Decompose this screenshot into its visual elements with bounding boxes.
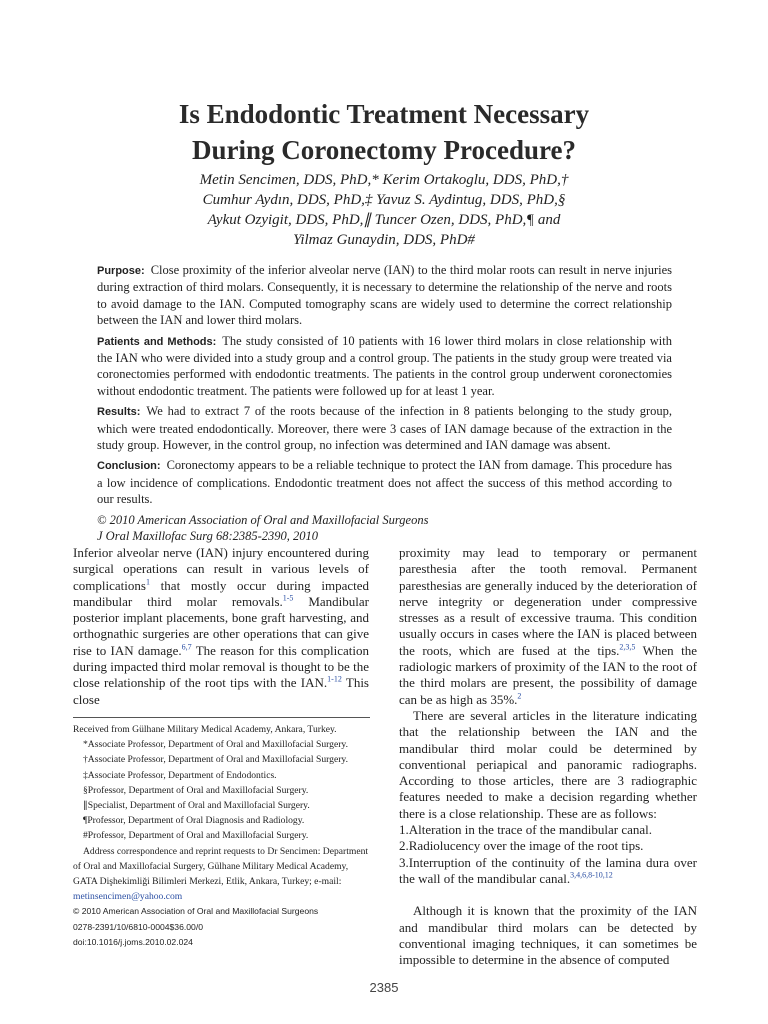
- body-paragraph: [399, 545, 697, 708]
- title-line-1: Is Endodontic Treatment Necessary: [178, 99, 590, 129]
- footnote: ∥Specialist, Department of Oral and Maxillofacial Surgery.: [83, 800, 310, 812]
- abstract: [97, 262, 672, 544]
- body-text: This close: [73, 675, 369, 707]
- body-column-right: [399, 545, 697, 968]
- conclusion-label: Conclusion:: [97, 460, 161, 473]
- footnotes: [73, 722, 370, 950]
- footnote: †Associate Professor, Department of Oral and Maxillofacial Surgery.: [83, 754, 348, 766]
- reference-link[interactable]: 2: [517, 691, 522, 701]
- journal-citation: J Oral Maxillofac Surg 68:2385-2390, 2010: [97, 528, 319, 543]
- title-line-2: During Coronectomy Procedure?: [192, 135, 576, 165]
- footnote-divider: [73, 717, 370, 718]
- abstract-conclusion: [97, 457, 672, 507]
- purpose-label: Purpose:: [97, 265, 145, 277]
- conclusion-text: Coronectomy appears to be a reliable technique to protect the IAN from damage. This procedure has a low incidence of complications. Endodontic treatment does not affect the success of this method according to our results.: [97, 458, 672, 507]
- footnote: §Professor, Department of Oral and Maxillofacial Surgery.: [83, 784, 309, 796]
- abstract-results: [97, 403, 672, 453]
- article-title: [60, 96, 708, 168]
- author-line: Metin Sencimen, DDS, PhD,* Kerim Ortakoglu, DDS, PhD,†: [199, 172, 569, 188]
- reference-link[interactable]: 2,3,5: [619, 642, 636, 652]
- body-column-left: [73, 545, 369, 708]
- body-paragraph: There are several articles in the literature indicating that the relationship between the IAN and the mandibular third molar could be determined by conventional periapical and panoramic radiographs. According to those articles, there are 3 radiographic features needed to make a decision regarding whether there is a close relationship. These are as follows:: [399, 707, 697, 821]
- footnote-issn: 0278-2391/10/6810-0004$36.00/0: [73, 921, 203, 932]
- body-paragraph: Although it is known that the proximity of the IAN and mandibular third molars can be detected by conventional imaging techniques, it can sometimes be impossible to determine in the absence of computed: [399, 903, 697, 968]
- paragraph-gap: [399, 887, 697, 903]
- body-text: proximity may lead to temporary or permanent paresthesia after the tooth removal. Permanent paresthesias are generally induced by the deterioration of nerve integrity or degeneration under compressive stresses as a result of excessive trauma. This condition usually occurs in cases where the IAN is placed between the roots, which are fused at the tips.: [399, 545, 697, 658]
- abstract-purpose: [97, 262, 672, 329]
- body-text: When the radiologic markers of proximity of the IAN to the root of the third molars are present, the possibility of damage can be as high as 35%.: [399, 642, 697, 707]
- reference-link[interactable]: 1-5: [282, 593, 294, 603]
- author-line: Cumhur Aydın, DDS, PhD,‡ Yavuz S. Aydintug, DDS, PhD,§: [202, 192, 566, 208]
- footnote: ‡Associate Professor, Department of Endodontics.: [83, 769, 277, 781]
- reference-link[interactable]: 1: [145, 577, 150, 587]
- body-text: Inferior alveolar nerve (IAN) injury encountered during surgical operations can result in various levels of complications: [73, 545, 369, 593]
- results-text: We had to extract 7 of the roots because of the infection in 8 patients belonging to the study group, which were treated endodontically. Moreover, there were 3 cases of IAN damage because of the extraction in the study group. However, in the control group, no infection was determined and IAN damage was absent.: [97, 404, 672, 453]
- body-text: that mostly occur during impacted mandibular third molar removals.: [73, 577, 369, 609]
- footnote-address: [73, 844, 370, 905]
- list-item: [399, 855, 697, 888]
- author-list: [60, 170, 708, 250]
- list-item: 1.Alteration in the trace of the mandibular canal.: [399, 822, 653, 838]
- footnote: *Associate Professor, Department of Oral and Maxillofacial Surgery.: [83, 739, 348, 751]
- body-text: The reason for this complication during impacted third molar removal is thought to be the close relationship of the root tips with the IAN.: [73, 642, 369, 691]
- page-number: 2385: [369, 980, 399, 995]
- methods-label: Patients and Methods:: [97, 335, 217, 348]
- results-label: Results:: [97, 406, 141, 419]
- list-item: 2.Radiolucency over the image of the root tips.: [399, 838, 644, 854]
- author-line: Yilmaz Gunaydin, DDS, PhD#: [293, 232, 475, 248]
- abstract-methods: [97, 333, 672, 400]
- footnote-doi: doi:10.1016/j.joms.2010.02.024: [73, 936, 193, 947]
- body-text: Mandibular posterior implant placements, bone graft harvesting, and orthognathic surgeries are other operations that can give rise to IAN damage.: [73, 593, 369, 658]
- footnote: #Professor, Department of Oral and Maxillofacial Surgery.: [83, 830, 309, 842]
- abstract-copyright: © 2010 American Association of Oral and Maxillofacial Surgeons: [97, 512, 429, 527]
- methods-text: The study consisted of 10 patients with 16 lower third molars in close relationship with the IAN who were divided into a study group and a control group. The patients in the study group were treated via coronectomies performed with endodontic treatments. The patients in the control group underwent coronectomies without endodontic treatment. The patients were followed up for at least 1 year.: [97, 333, 672, 398]
- author-line: Aykut Ozyigit, DDS, PhD,∥ Tuncer Ozen, DDS, PhD,¶ and: [207, 212, 561, 228]
- reference-link[interactable]: 1-12: [327, 675, 342, 685]
- footnote: ¶Professor, Department of Oral Diagnosis and Radiology.: [83, 815, 305, 827]
- purpose-text: Close proximity of the inferior alveolar nerve (IAN) to the third molar roots can result in nerve injuries during extraction of third molars. Consequently, it is necessary to determine the relationship of the nerve and roots to avoid damage to the IAN. Computed tomography scans are widely used to determine the correct relationship between the IAN and lower third molars.: [97, 263, 672, 328]
- list-item-text: 3.Interruption of the continuity of the lamina dura over the wall of the mandibular canal.: [399, 854, 697, 886]
- footnote-received: Received from Gülhane Military Medical Academy, Ankara, Turkey.: [73, 724, 337, 735]
- address-text: Address correspondence and reprint requests to Dr Sencimen: Department of Oral and Maxillofacial Surgery, Gülhane Military Medical Academy, GATA Dişhekimliği Bilimleri Merkezi, Etlik, Ankara, Turkey; e-mail:: [73, 845, 369, 888]
- email-link[interactable]: metinsencimen@yahoo.com: [73, 891, 183, 903]
- intro-paragraph: [73, 545, 369, 708]
- reference-link[interactable]: 3,4,6,8-10,12: [570, 870, 613, 880]
- footnote-copyright: © 2010 American Association of Oral and Maxillofacial Surgeons: [73, 906, 319, 917]
- reference-link[interactable]: 6,7: [181, 642, 192, 652]
